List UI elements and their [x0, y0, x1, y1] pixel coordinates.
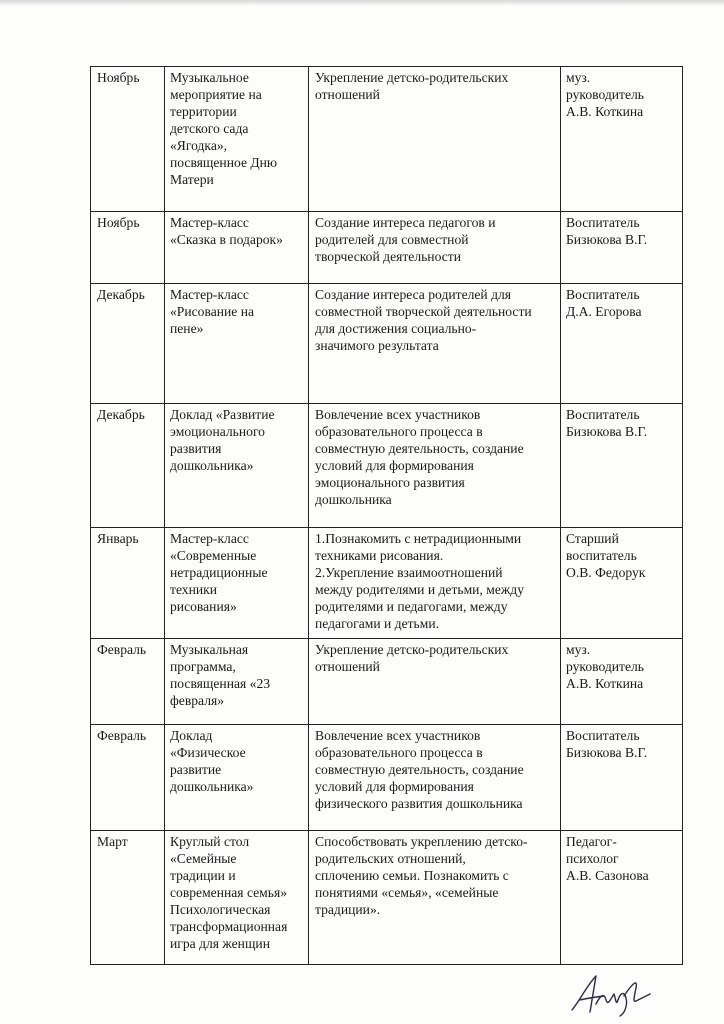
- table-row: [91, 284, 683, 404]
- handwritten-signature: [566, 970, 652, 1018]
- table-row: [91, 639, 683, 725]
- table-row: [91, 725, 683, 831]
- table-row: [91, 404, 683, 528]
- event-cell: Мастер-класс «Рисование на пене»: [165, 284, 309, 404]
- month-cell: Март: [91, 831, 165, 965]
- events-table: [90, 66, 683, 965]
- event-cell: Доклад «Развитие эмоционального развития дошкольника»: [165, 404, 309, 528]
- month-cell: Декабрь: [91, 404, 165, 528]
- responsible-cell: муз. руководитель А.В. Коткина: [561, 639, 683, 725]
- scan-edge: [0, 0, 724, 6]
- event-cell: Мастер-класс «Современные нетрадиционные техники рисования»: [165, 528, 309, 639]
- event-cell: Круглый стол «Семейные традиции и современная семья» Психологическая трансформационная игра для женщин: [165, 831, 309, 965]
- event-cell: Музыкальное мероприятие на территории детского сада «Ягодка», посвященное Дню Матери: [165, 67, 309, 212]
- responsible-cell: Воспитатель Бизюкова В.Г.: [561, 212, 683, 284]
- event-cell: Музыкальная программа, посвященная «23 февраля»: [165, 639, 309, 725]
- goal-cell: Создание интереса педагогов и родителей для совместной творческой деятельности: [309, 212, 561, 284]
- goal-cell: 1.Познакомить с нетрадиционными техниками рисования. 2.Укрепление взаимоотношений между родителями и детьми, между родителями и педагогами, между педагогами и детьми.: [309, 528, 561, 639]
- goal-cell: Вовлечение всех участников образовательного процесса в совместную деятельность, создание условий для формирования эмоционального развития дошкольника: [309, 404, 561, 528]
- table-row: [91, 67, 683, 212]
- responsible-cell: Педагог- психолог А.В. Сазонова: [561, 831, 683, 965]
- month-cell: Ноябрь: [91, 67, 165, 212]
- responsible-cell: Воспитатель Бизюкова В.Г.: [561, 725, 683, 831]
- month-cell: Февраль: [91, 725, 165, 831]
- month-cell: Ноябрь: [91, 212, 165, 284]
- table-row: [91, 528, 683, 639]
- responsible-cell: Воспитатель Бизюкова В.Г.: [561, 404, 683, 528]
- table-row: [91, 831, 683, 965]
- goal-cell: Укрепление детско-родительских отношений: [309, 639, 561, 725]
- month-cell: Январь: [91, 528, 165, 639]
- goal-cell: Способствовать укреплению детско- родительских отношений, сплочению семьи. Познакомить с понятиями «семья», «семейные традиции».: [309, 831, 561, 965]
- goal-cell: Укрепление детско-родительских отношений: [309, 67, 561, 212]
- table-row: [91, 212, 683, 284]
- goal-cell: Создание интереса родителей для совместной творческой деятельности для достижения социально- значимого результата: [309, 284, 561, 404]
- event-cell: Доклад «Физическое развитие дошкольника»: [165, 725, 309, 831]
- goal-cell: Вовлечение всех участников образовательного процесса в совместную деятельность, создание условий для формирования физического развития дошкольника: [309, 725, 561, 831]
- responsible-cell: Воспитатель Д.А. Егорова: [561, 284, 683, 404]
- month-cell: Декабрь: [91, 284, 165, 404]
- responsible-cell: муз. руководитель А.В. Коткина: [561, 67, 683, 212]
- month-cell: Февраль: [91, 639, 165, 725]
- event-cell: Мастер-класс «Сказка в подарок»: [165, 212, 309, 284]
- responsible-cell: Старший воспитатель О.В. Федорук: [561, 528, 683, 639]
